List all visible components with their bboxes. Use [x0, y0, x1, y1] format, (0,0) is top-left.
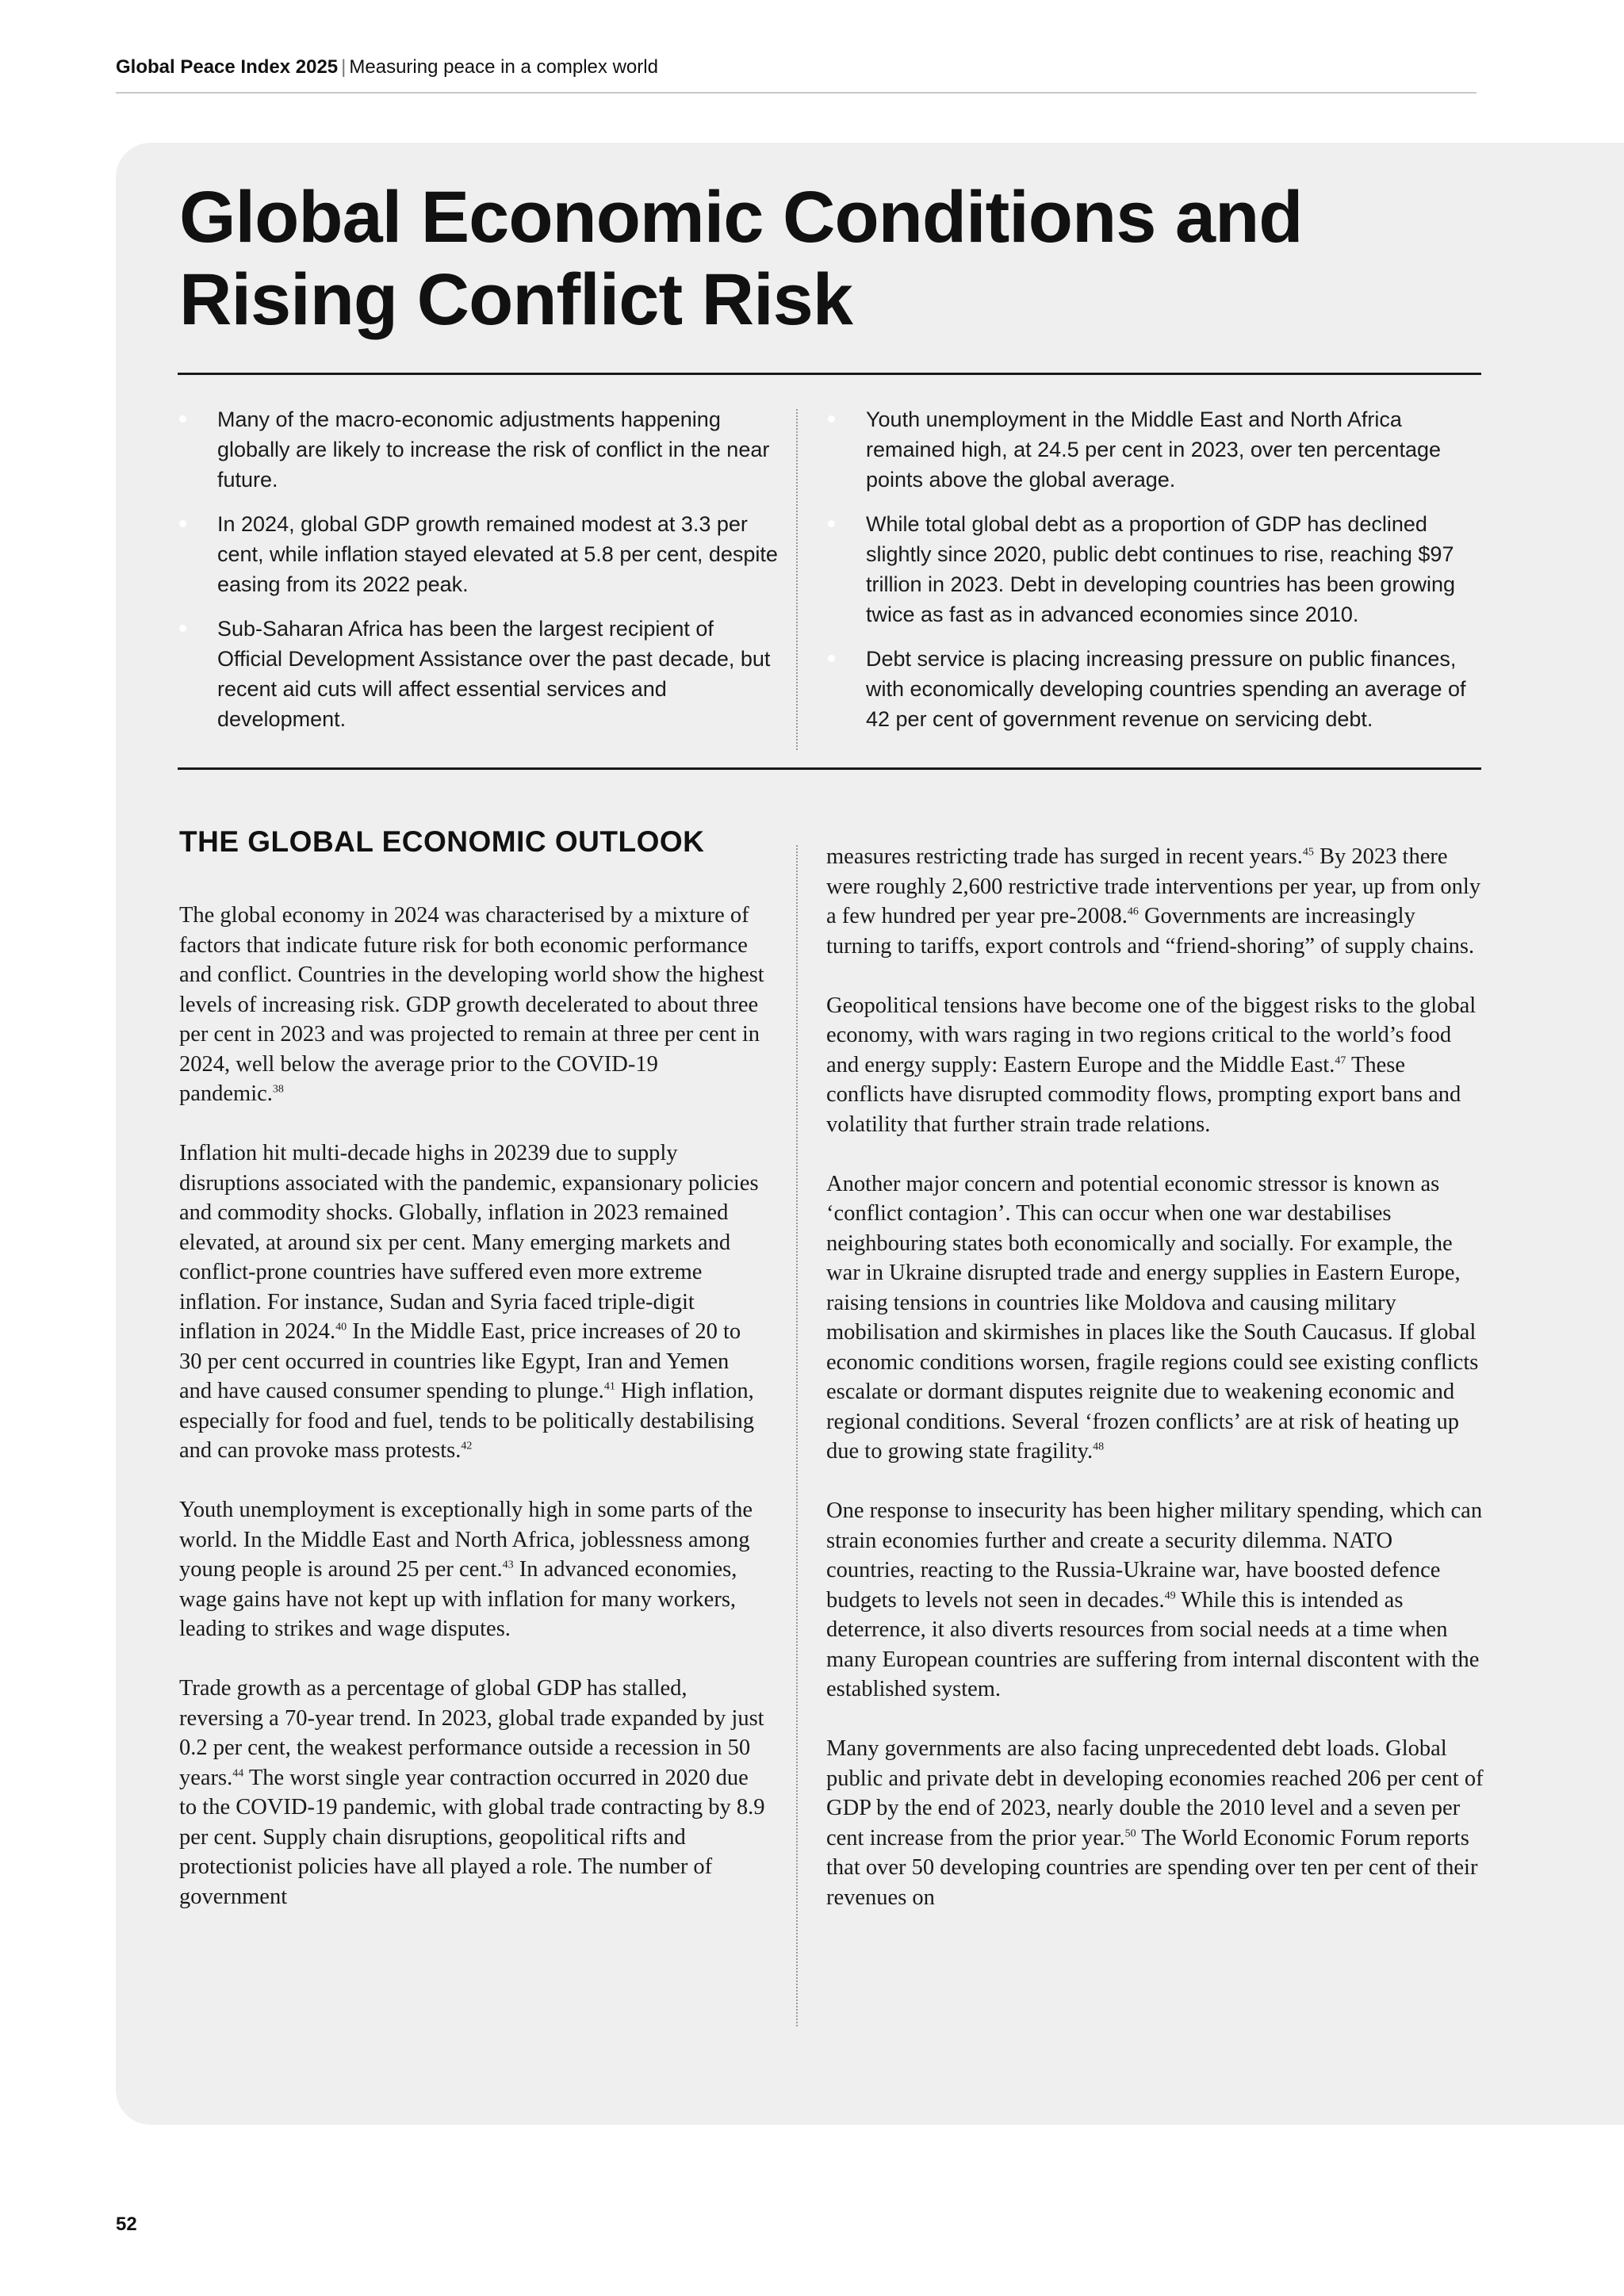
footnote-ref: 38 [272, 1083, 284, 1096]
footnote-ref: 43 [502, 1559, 514, 1571]
page-title [179, 176, 1480, 341]
body-column-left [179, 825, 766, 1942]
title-rule [178, 373, 1481, 375]
key-finding-item: Youth unemployment in the Middle East and North Africa remained high, at 24.5 per cent in 2023, over ten percentage points above the global average. [826, 404, 1481, 495]
footnote-ref: 49 [1164, 1590, 1176, 1601]
title-line-1: Global Economic Conditions and [179, 177, 1303, 258]
publication-name: Global Peace Index 2025 [116, 56, 339, 78]
footnote-ref: 45 [1302, 846, 1314, 859]
footnote-ref: 50 [1124, 1827, 1136, 1839]
body-paragraph: Another major concern and potential economic stressor is known as ‘conflict contagion’. This can occur when one war destabilises neighbouring states both economically and socially. For example, the war in Ukraine disrupted trade and energy supplies in Eastern Europe, raising tensions in countries like Moldova and causing military mobilisation and skirmishes in places like the South Caucasus. If global economic conditions worsen, fragile regions could see existing conflicts escalate or dormant disputes reignite due to weakening economic and regional conditions. Several ‘frozen conflicts’ are at risk of heating up due to growing state fragility.$^{48}$ [826, 1171, 1479, 1464]
footnote-ref: 48 [1093, 1441, 1105, 1453]
footnote-ref: 44 [232, 1767, 244, 1779]
key-findings-left [178, 404, 780, 748]
body-paragraph: Geopolitical tensions have become one of the biggest risks to the global economy, with wars raging in two regions critical to the world’s food and energy supply: Eastern Europe and the Middle East.$^{47}$ These conflicts have disrupted commodity flows, prompting export bans and volatility that further strain trade relations. [826, 993, 1477, 1137]
body-paragraph: measures restricting trade has surged in recent years.$^{45}$ By 2023 there were roughly 2,600 restrictive trade interventions per year, up from only a few hundred per year pre-2008.46 Governments are increasingly turning to tariffs, export controls and “friend-shoring” of supply chains. [826, 844, 1481, 959]
key-finding-item: In 2024, global GDP growth remained modest at 3.3 per cent, while inflation stayed elevated at 5.8 per cent, despite easing from its 2022 peak. [178, 509, 780, 599]
footnote-ref: 46 [1127, 905, 1139, 918]
footnote-ref: 47 [1335, 1054, 1346, 1066]
body-paragraph: The global economy in 2024 was characterised by a mixture of factors that indicate future risk for both economic performance and conflict. Countries in the developing world show the highest levels of increasing risk. GDP growth decelerated to about three per cent in 2023 and was projected to remain at three per cent in 2024, well below the average prior to the COVID-19 pandemic.$^{38}$ [179, 903, 764, 1106]
key-findings-divider [796, 409, 798, 750]
key-finding-item: Sub-Saharan Africa has been the largest recipient of Official Development Assistance over the past decade, but recent aid cuts will affect essential services and development. [178, 614, 780, 734]
body-column-right [826, 842, 1486, 1942]
key-findings [178, 404, 1481, 745]
key-finding-item: While total global debt as a proportion of GDP has declined slightly since 2020, public debt continues to rise, reaching $97 trillion in 2023. Debt in developing countries has been growing twice as fast as in advanced economies since 2010. [826, 509, 1481, 629]
body-paragraph: Trade growth as a percentage of global GDP has stalled, reversing a 70-year trend. In 2023, global trade expanded by just 0.2 per cent, the weakest performance outside a recession in 50 years.$^{44}$ The worst single year contraction occurred in 2020 due to the COVID-19 pandemic, with global trade contracting by 8.9 per cent. Supply chain disruptions, geopolitical rifts and protectionist policies have all played a role. The number of government [179, 1676, 765, 1909]
body-paragraph: Inflation hit multi-decade highs in 20239 due to supply disruptions associated with the pandemic, expansionary policies and commodity shocks. Globally, inflation in 2023 remained elevated, at around six per cent. Many emerging markets and conflict-prone countries have suffered even more extreme inflation. For instance, Sudan and Syria faced triple-digit inflation in 2024.40 In the Middle East, price increases of 20 to 30 per cent occurred in countries like Egypt, Iran and Yemen and have caused consumer spending to plunge.$^{41}$ High inflation, especially for food and fuel, tends to be politically destabilising and can provoke mass protests.$^{42}$ [179, 1141, 759, 1463]
footnote-ref: 41 [603, 1380, 615, 1393]
footnote-ref: 42 [461, 1440, 473, 1452]
body-paragraph: One response to insecurity has been higher military spending, which can strain economies further and create a security dilemma. NATO countries, reacting to the Russia-Ukraine war, have boosted defence budgets to levels not seen in decades.$^{49}$ While this is intended as deterrence, it also diverts resources from social needs at a time when many European countries are suffering from internal discontent with the established system. [826, 1498, 1483, 1701]
body-paragraph: Youth unemployment is exceptionally high in some parts of the world. In the Middle East and North Africa, joblessness among young people is around 25 per cent.$^{43}$ In advanced economies, wage gains have not kept up with inflation for many workers, leading to strikes and wage disputes. [179, 1498, 753, 1641]
key-findings-right [826, 404, 1481, 748]
running-header [116, 54, 1477, 94]
body-paragraph: Many governments are also facing unprecedented debt loads. Global public and private debt in developing economies reached 206 per cent of GDP by the end of 2023, nearly double the 2010 level and a seven per cent increase from the prior year.$^{50}$ The World Economic Forum reports that over 50 developing countries are spending over ten per cent of their revenues on [826, 1736, 1484, 1910]
section-heading: THE GLOBAL ECONOMIC OUTLOOK [179, 825, 705, 858]
key-finding-item: Many of the macro-economic adjustments happening globally are likely to increase the risk of conflict in the near future. [178, 404, 780, 495]
publication-subtitle: Measuring peace in a complex world [349, 56, 658, 78]
page-number: 52 [116, 2214, 137, 2235]
header-separator: | [341, 56, 347, 78]
footnote-ref: 40 [335, 1321, 347, 1334]
title-line-2: Rising Conflict Risk [179, 259, 852, 340]
body-column-divider [796, 845, 798, 2026]
key-findings-rule [178, 767, 1481, 770]
key-finding-item: Debt service is placing increasing pressure on public finances, with economically developing countries spending an average of 42 per cent of government revenue on servicing debt. [826, 644, 1481, 734]
